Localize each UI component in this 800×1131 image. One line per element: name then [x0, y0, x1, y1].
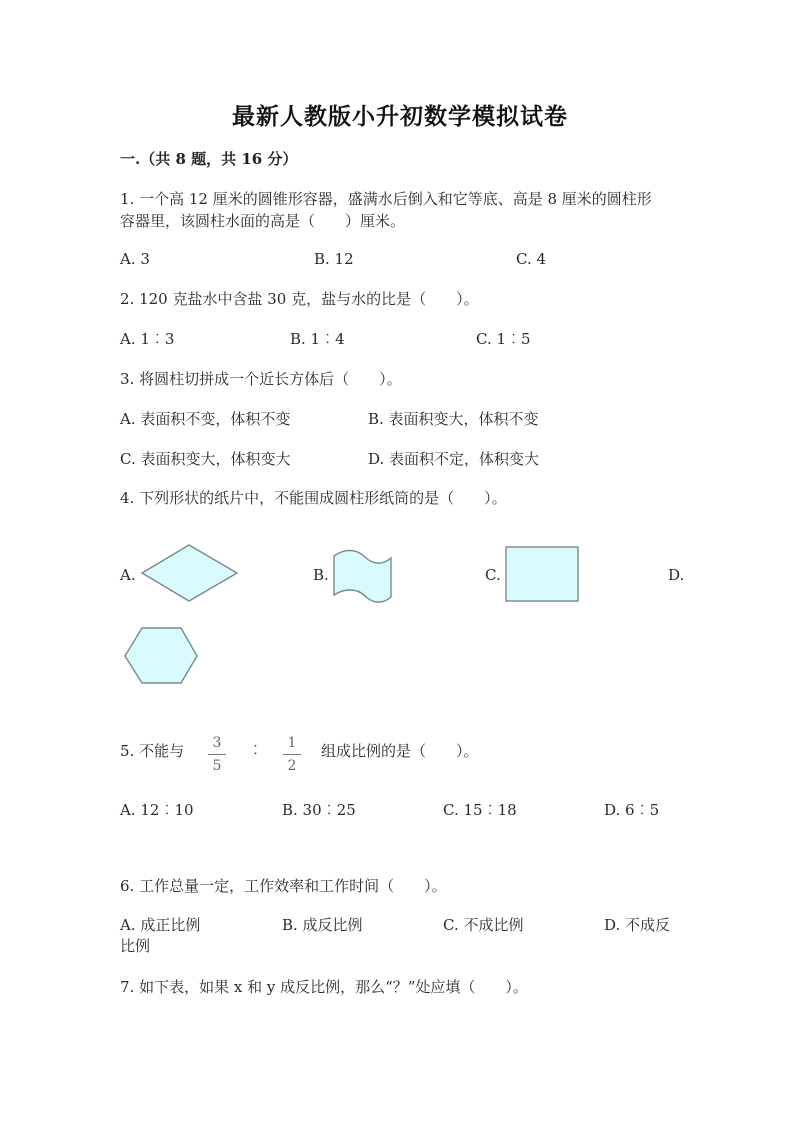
question-7-text: 7. 如下表，如果 x 和 y 成反比例，那么“？”处应填（ ）。: [120, 978, 528, 996]
fraction-1-numerator: 3: [212, 735, 222, 751]
wavy-rectangle-shape[interactable]: [331, 550, 395, 602]
q6-option-c[interactable]: C. 不成比例: [443, 916, 524, 934]
q4-option-c-label[interactable]: C.: [485, 566, 501, 584]
q5-option-a[interactable]: A. 12︰10: [120, 801, 194, 819]
question-1-line-2: 容器里，该圆柱水面的高是（ ）厘米。: [120, 212, 406, 230]
section-heading: 一.（共 8 题，共 16 分）: [120, 150, 298, 168]
q2-option-b[interactable]: B. 1︰4: [290, 330, 345, 348]
q5-option-c[interactable]: C. 15︰18: [443, 801, 517, 819]
fraction-2-denominator: 2: [287, 758, 297, 774]
question-5-suffix: 组成比例的是（ ）。: [321, 742, 479, 760]
q2-option-a[interactable]: A. 1︰3: [120, 330, 175, 348]
q3-option-b[interactable]: B. 表面积变大，体积不变: [368, 410, 539, 428]
page-title: 最新人教版小升初数学模拟试卷: [232, 103, 568, 130]
q3-option-a[interactable]: A. 表面积不变，体积不变: [120, 410, 291, 428]
q5-option-b[interactable]: B. 30︰25: [282, 801, 356, 819]
hexagon-shape[interactable]: [124, 627, 199, 685]
ratio-colon: ︰: [248, 741, 264, 759]
fraction-three-fifths: [207, 734, 227, 775]
q4-option-d-label[interactable]: D.: [668, 566, 685, 584]
q6-option-a[interactable]: A. 成正比例: [120, 916, 201, 934]
fraction-one-half: [282, 734, 302, 775]
q6-option-d[interactable]: D. 不成反: [604, 916, 671, 934]
q1-option-c[interactable]: C. 4: [516, 250, 547, 268]
q3-option-c[interactable]: C. 表面积变大，体积变大: [120, 450, 291, 468]
q4-option-b-label[interactable]: B.: [313, 566, 329, 584]
q5-option-d[interactable]: D. 6︰5: [604, 801, 660, 819]
fraction-2-numerator: 1: [287, 735, 297, 751]
fraction-1-bar: [208, 754, 226, 755]
question-5-prefix: 5. 不能与: [120, 742, 185, 760]
rhombus-shape[interactable]: [141, 544, 239, 602]
q3-option-d[interactable]: D. 表面积不定，体积变大: [368, 450, 540, 468]
rectangle-shape[interactable]: [505, 546, 579, 602]
fraction-1-denominator: 5: [212, 758, 222, 774]
question-1-line-1: 1. 一个高 12 厘米的圆锥形容器，盛满水后倒入和它等底、高是 8 厘米的圆柱形: [120, 190, 652, 208]
q4-option-a-label[interactable]: A.: [120, 566, 136, 584]
question-2-text: 2. 120 克盐水中含盐 30 克，盐与水的比是（ ）。: [120, 290, 479, 308]
q6-option-d-wrap: 比例: [120, 937, 151, 955]
q6-option-b[interactable]: B. 成反比例: [282, 916, 363, 934]
question-3-text: 3. 将圆柱切拼成一个近长方体后（ ）。: [120, 370, 402, 388]
fraction-2-bar: [283, 754, 301, 755]
q2-option-c[interactable]: C. 1︰5: [476, 330, 531, 348]
question-4-text: 4. 下列形状的纸片中，不能围成圆柱形纸筒的是（ ）。: [120, 489, 507, 507]
q1-option-b[interactable]: B. 12: [314, 250, 354, 268]
question-6-text: 6. 工作总量一定，工作效率和工作时间（ ）。: [120, 877, 447, 895]
q1-option-a[interactable]: A. 3: [120, 250, 150, 268]
